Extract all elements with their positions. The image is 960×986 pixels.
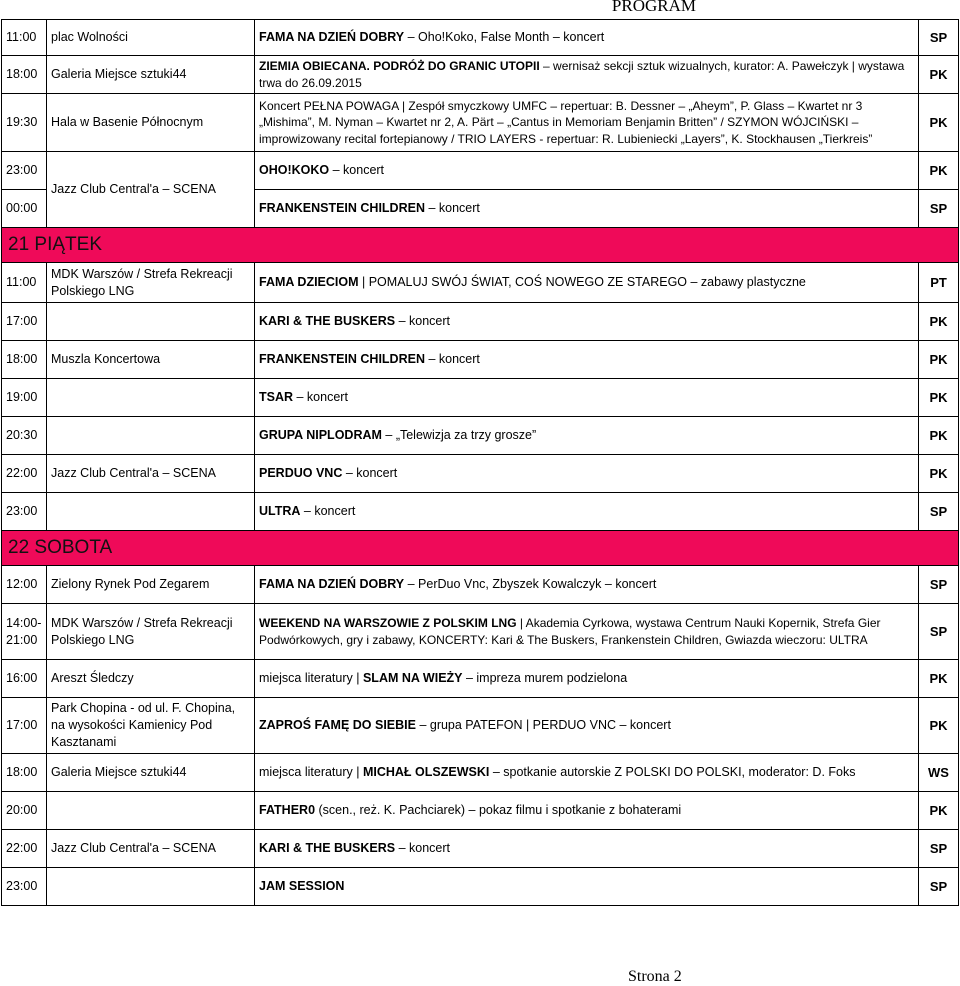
page-header-title: PROGRAM xyxy=(611,0,696,15)
time-cell: 17:00 xyxy=(2,698,47,754)
table-row xyxy=(2,56,959,94)
table-row xyxy=(2,868,959,906)
time-cell: 20:30 xyxy=(2,417,47,455)
day-header: 22 SOBOTA xyxy=(2,531,959,566)
category-badge: PK xyxy=(919,94,959,152)
category-badge: SP xyxy=(919,190,959,228)
event-cell: FATHER0 (scen., reż. K. Pachciarek) – pokaz filmu i spotkanie z bohaterami xyxy=(255,792,919,830)
event-cell: OHO!KOKO – koncert xyxy=(255,152,919,190)
category-badge: PK xyxy=(919,455,959,493)
table-row xyxy=(2,341,959,379)
place-cell xyxy=(47,868,255,906)
time-cell: 12:00 xyxy=(2,566,47,604)
category-badge: PK xyxy=(919,660,959,698)
category-badge: PK xyxy=(919,303,959,341)
table-row xyxy=(2,698,959,754)
category-badge: SP xyxy=(919,868,959,906)
place-cell: Jazz Club Central'a – SCENA xyxy=(47,152,255,228)
place-cell: Zielony Rynek Pod Zegarem xyxy=(47,566,255,604)
time-cell: 23:00 xyxy=(2,493,47,531)
time-cell: 14:00-21:00 xyxy=(2,604,47,660)
place-cell: Hala w Basenie Północnym xyxy=(47,94,255,152)
place-cell xyxy=(47,493,255,531)
table-row xyxy=(2,152,959,190)
event-cell: ZIEMIA OBIECANA. PODRÓŻ DO GRANIC UTOPII – wernisaż sekcji sztuk wizualnych, kurator: A. Pawełczyk | wystawa trwa do 26.09.2015 xyxy=(255,56,919,94)
place-cell xyxy=(47,379,255,417)
time-cell: 22:00 xyxy=(2,830,47,868)
time-cell: 18:00 xyxy=(2,341,47,379)
place-cell: plac Wolności xyxy=(47,20,255,56)
event-cell: KARI & THE BUSKERS – koncert xyxy=(255,830,919,868)
place-cell: MDK Warszów / Strefa Rekreacji Polskiego LNG xyxy=(47,604,255,660)
event-cell: WEEKEND NA WARSZOWIE Z POLSKIM LNG | Akademia Cyrkowa, wystawa Centrum Nauki Kopernik, Strefa Gier Podwórkowych, gry i zabawy, KONCERTY: Kari & The Buskers, Frankenstein Children, Gwiazda wieczoru: ULTRA xyxy=(255,604,919,660)
table-row xyxy=(2,660,959,698)
event-cell: FRANKENSTEIN CHILDREN – koncert xyxy=(255,341,919,379)
place-cell: Galeria Miejsce sztuki44 xyxy=(47,56,255,94)
time-cell: 11:00 xyxy=(2,263,47,303)
place-cell xyxy=(47,303,255,341)
category-badge: PK xyxy=(919,56,959,94)
event-cell: Koncert PEŁNA POWAGA | Zespół smyczkowy UMFC – repertuar: B. Dessner – „Aheym”, P. Glass – Kwartet nr 3 „Mishima”, M. Nyman – Kwartet nr 2, A. Pärt – „Cantus in Memoriam Benjamin Britten” / SZYMON WÓJCIŃSKI – improwizowany recital fortepianowy / TRIO LAYERS - repertuar: R. Lubieniecki „Layers”, K. Stockhausen „Tierkreis” xyxy=(255,94,919,152)
table-row xyxy=(2,604,959,660)
time-cell: 18:00 xyxy=(2,754,47,792)
time-cell: 22:00 xyxy=(2,455,47,493)
category-badge: SP xyxy=(919,20,959,56)
time-cell: 18:00 xyxy=(2,56,47,94)
time-cell: 16:00 xyxy=(2,660,47,698)
table-row xyxy=(2,754,959,792)
event-cell: KARI & THE BUSKERS – koncert xyxy=(255,303,919,341)
schedule-table xyxy=(1,19,959,906)
event-cell: miejsca literatury | SLAM NA WIEŻY – impreza murem podzielona xyxy=(255,660,919,698)
category-badge: PK xyxy=(919,698,959,754)
event-cell: JAM SESSION xyxy=(255,868,919,906)
event-cell: FAMA NA DZIEŃ DOBRY – PerDuo Vnc, Zbyszek Kowalczyk – koncert xyxy=(255,566,919,604)
page-footer: Strona 2 xyxy=(628,968,682,985)
time-cell: 00:00 xyxy=(2,190,47,228)
category-badge: SP xyxy=(919,566,959,604)
table-row xyxy=(2,417,959,455)
category-badge: SP xyxy=(919,493,959,531)
table-row xyxy=(2,20,959,56)
day-header: 21 PIĄTEK xyxy=(2,228,959,263)
event-cell: ZAPROŚ FAMĘ DO SIEBIE – grupa PATEFON | PERDUO VNC – koncert xyxy=(255,698,919,754)
category-badge: SP xyxy=(919,830,959,868)
place-cell: Areszt Śledczy xyxy=(47,660,255,698)
place-cell: Jazz Club Central'a – SCENA xyxy=(47,455,255,493)
table-row xyxy=(2,493,959,531)
time-cell: 19:00 xyxy=(2,379,47,417)
table-row xyxy=(2,830,959,868)
time-cell: 11:00 xyxy=(2,20,47,56)
place-cell: Galeria Miejsce sztuki44 xyxy=(47,754,255,792)
table-row xyxy=(2,566,959,604)
table-row xyxy=(2,303,959,341)
table-row xyxy=(2,263,959,303)
time-cell: 23:00 xyxy=(2,868,47,906)
day-header-row xyxy=(2,228,959,263)
event-cell: GRUPA NIPLODRAM – „Telewizja za trzy grosze” xyxy=(255,417,919,455)
category-badge: PK xyxy=(919,379,959,417)
event-cell: PERDUO VNC – koncert xyxy=(255,455,919,493)
event-cell: ULTRA – koncert xyxy=(255,493,919,531)
place-cell: Park Chopina - od ul. F. Chopina, na wysokości Kamienicy Pod Kasztanami xyxy=(47,698,255,754)
category-badge: PK xyxy=(919,792,959,830)
event-cell: FAMA DZIECIOM | POMALUJ SWÓJ ŚWIAT, COŚ NOWEGO ZE STAREGO – zabawy plastyczne xyxy=(255,263,919,303)
event-cell: FRANKENSTEIN CHILDREN – koncert xyxy=(255,190,919,228)
category-badge: SP xyxy=(919,604,959,660)
time-cell: 23:00 xyxy=(2,152,47,190)
place-cell xyxy=(47,792,255,830)
category-badge: PK xyxy=(919,341,959,379)
time-cell: 20:00 xyxy=(2,792,47,830)
place-cell xyxy=(47,417,255,455)
category-badge: PK xyxy=(919,152,959,190)
table-row xyxy=(2,792,959,830)
category-badge: PK xyxy=(919,417,959,455)
event-cell: FAMA NA DZIEŃ DOBRY – Oho!Koko, False Month – koncert xyxy=(255,20,919,56)
day-header-row xyxy=(2,531,959,566)
event-cell: TSAR – koncert xyxy=(255,379,919,417)
time-cell: 17:00 xyxy=(2,303,47,341)
category-badge: WS xyxy=(919,754,959,792)
category-badge: PT xyxy=(919,263,959,303)
place-cell: Jazz Club Central'a – SCENA xyxy=(47,830,255,868)
place-cell: MDK Warszów / Strefa Rekreacji Polskiego LNG xyxy=(47,263,255,303)
time-cell: 19:30 xyxy=(2,94,47,152)
table-row xyxy=(2,455,959,493)
table-row xyxy=(2,94,959,152)
event-cell: miejsca literatury | MICHAŁ OLSZEWSKI – spotkanie autorskie Z POLSKI DO POLSKI, moderator: D. Foks xyxy=(255,754,919,792)
place-cell: Muszla Koncertowa xyxy=(47,341,255,379)
table-row xyxy=(2,379,959,417)
